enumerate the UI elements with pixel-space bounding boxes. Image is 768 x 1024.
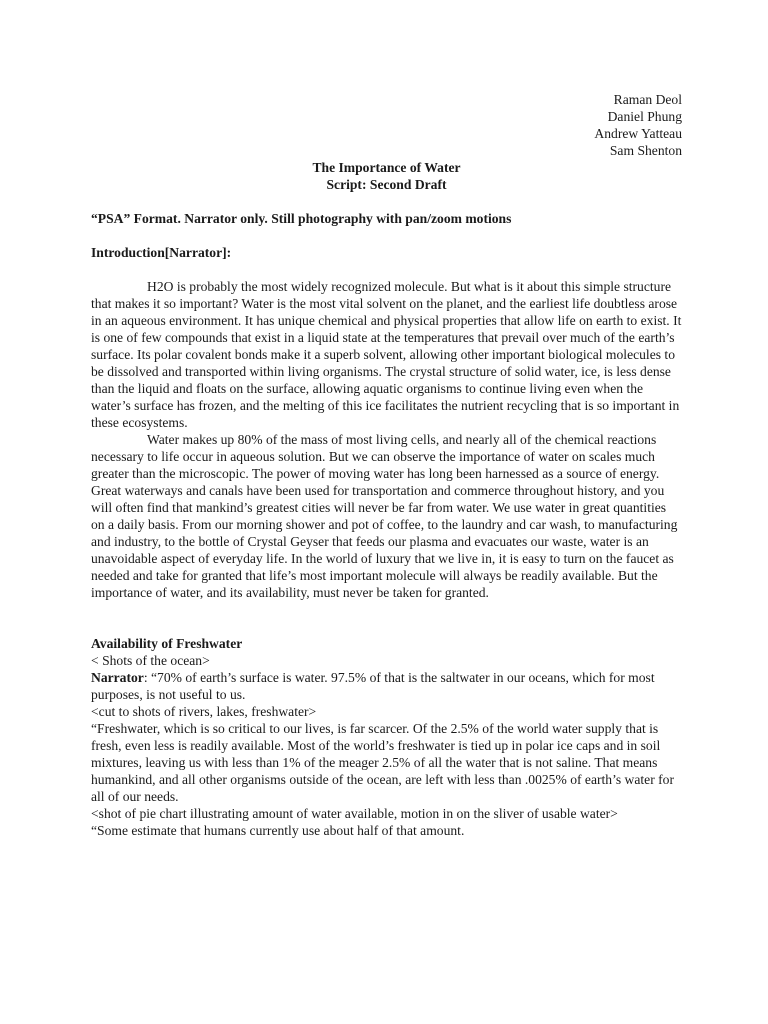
freshwater-heading: Availability of Freshwater <box>91 636 243 651</box>
author-name: Daniel Phung <box>607 109 682 124</box>
introduction-heading: Introduction[Narrator]: <box>91 245 232 260</box>
format-line: “PSA” Format. Narrator only. Still photography with pan/zoom motions <box>91 211 512 226</box>
narrator-line <box>91 669 682 703</box>
author-list <box>91 91 682 159</box>
author-name: Andrew Yatteau <box>594 126 682 141</box>
section-spacer <box>91 601 682 635</box>
introduction-paragraph: H2O is probably the most widely recognized molecule. But what is it about this simple structure that makes it so important? Water is the most vital solvent on the planet, and the earliest life doubtless arose in an aqueous environment. It has unique chemical and physical properties that allow life on earth to exist. It is one of few compounds that exist in a liquid state at the temperatures that prevail over much of the earth’s surface. Its polar covalent bonds make it a superb solvent, allowing other important biological molecules to be dissolved and transported within living organisms. The crystal structure of solid water, ice, is less dense than the liquid and floats on the surface, allowing aquatic organisms to continue living even when the water’s surface has frozen, and the melting of this ice facilitates the nutrient recycling that is so important in these ecosystems. <box>91 279 682 430</box>
stage-direction: <cut to shots of rivers, lakes, freshwater> <box>91 704 317 719</box>
stage-direction: < Shots of the ocean> <box>91 653 210 668</box>
narrator-label: Narrator <box>91 670 144 685</box>
author-name: Sam Shenton <box>609 143 682 158</box>
document-subtitle: Script: Second Draft <box>326 177 447 192</box>
document-title: The Importance of Water <box>312 160 461 175</box>
author-name: Raman Deol <box>613 92 682 107</box>
stage-direction: <shot of pie chart illustrating amount of water available, motion in on the sliver of usable water> <box>91 806 618 821</box>
narration-quote: “Some estimate that humans currently use about half of that amount. <box>91 823 465 838</box>
title-block <box>91 159 682 193</box>
narrator-text: : “70% of earth’s surface is water. 97.5% of that is the saltwater in our oceans, which for most purposes, is not useful to us. <box>91 670 655 702</box>
narration-quote: “Freshwater, which is so critical to our lives, is far scarcer. Of the 2.5% of the world water supply that is fresh, even less is readily available. Most of the world’s freshwater is tied up in polar ice caps and in soil mixtures, leaving us with less than 1% of the meager 2.5% of all the water that is not saline. That means humankind, and all other organisms outside of the ocean, are left with less than .0025% of earth’s water for all of our needs. <box>91 721 674 804</box>
introduction-paragraph: Water makes up 80% of the mass of most living cells, and nearly all of the chemical reactions necessary to life occur in aqueous solution. But we can observe the importance of water on scales much greater than the microscopic. The power of moving water has long been harnessed as a source of energy. Great waterways and canals have been used for transportation and commerce throughout history, and you will often find that mankind’s greatest cities will never be far from water. We use water in great quantities on a daily basis. From our morning shower and pot of coffee, to the laundry and car wash, to manufacturing and industry, to the bottle of Crystal Geyser that feeds our plasma and evacuates our waste, water is an unavoidable aspect of everyday life. In the world of luxury that we live in, it is easy to turn on the faucet as needed and take for granted that life’s most important molecule will always be readily available. But the importance of water, and its availability, must never be taken for granted. <box>91 432 678 600</box>
